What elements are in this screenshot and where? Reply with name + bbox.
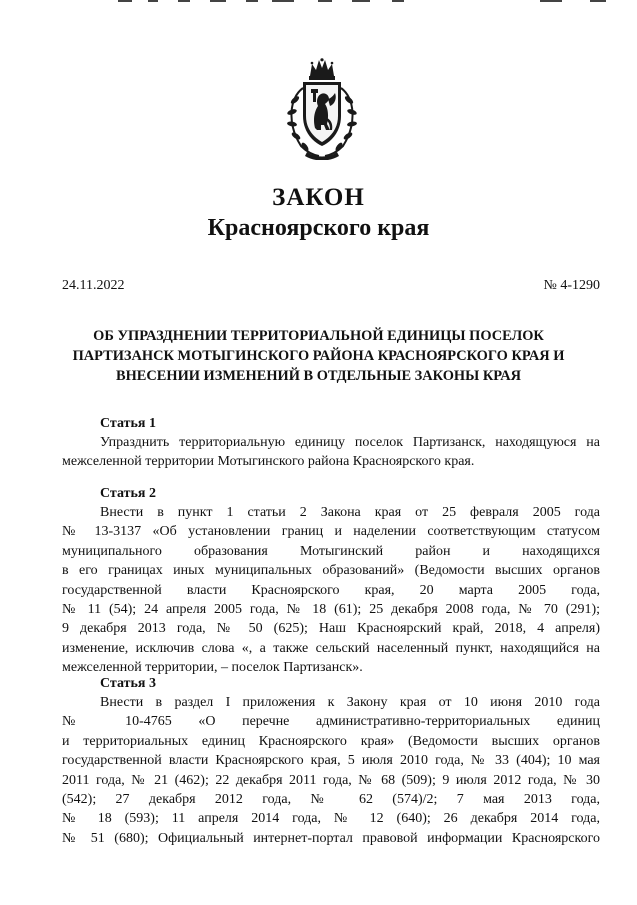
article-line: № 10-4765 «О перечне административно-территориальных единиц	[62, 714, 600, 730]
document-date: 24.11.2022	[62, 278, 125, 293]
article-title: Статья 3	[100, 676, 156, 691]
document-title: ЗАКОН	[272, 184, 365, 211]
scan-artifact-marks	[0, 0, 637, 6]
article-line: № 51 (680); Официальный интернет-портал правовой информации Красноярского	[62, 830, 600, 846]
article-line: государственной власти Красноярского края, 5 июля 2010 года, № 33 (404); 10 мая	[62, 753, 600, 769]
document-subtitle: Красноярского края	[207, 215, 430, 241]
law-heading-line: ВНЕСЕНИИ ИЗМЕНЕНИЙ В ОТДЕЛЬНЫЕ ЗАКОНЫ КРАЯ	[116, 368, 521, 384]
article-line: (542); 27 декабря 2012 года, № 62 (574)/2; 7 мая 2013 года,	[62, 792, 600, 808]
article-line: Внести в раздел I приложения к Закону края от 10 июня 2010 года	[100, 695, 600, 710]
document-number: № 4-1290	[543, 278, 600, 293]
article-line: № 13-3137 «Об установлении границ и наделении соответствующим статусом	[62, 524, 600, 540]
article-line: государственной власти Красноярского края, 20 марта 2005 года,	[62, 582, 600, 598]
article-line: межселенной территории Мотыгинского района Красноярского края.	[62, 454, 475, 470]
law-heading	[40, 326, 597, 386]
article-3	[62, 674, 600, 848]
article-line: № 18 (593); 11 апреля 2014 года, № 12 (640); 26 декабря 2014 года,	[62, 811, 600, 827]
law-heading-line: ПАРТИЗАНСК МОТЫГИНСКОГО РАЙОНА КРАСНОЯРСКОГО КРАЯ И	[72, 348, 565, 364]
article-line: муниципального образования Мотыгинский район и находящихся	[62, 543, 600, 559]
article-title: Статья 2	[100, 486, 156, 501]
article-line: 2011 года, № 21 (462); 22 декабря 2011 года, № 68 (509); 9 июля 2012 года, № 30	[62, 772, 600, 788]
article-body	[62, 433, 600, 472]
article-line: изменение, исключив слова «, а также сельский населенный пункт, находящийся на	[62, 640, 600, 656]
article-line: Упразднить территориальную единицу поселок Партизанск, находящуюся на	[100, 435, 600, 450]
law-heading-line: ОБ УПРАЗДНЕНИИ ТЕРРИТОРИАЛЬНОЙ ЕДИНИЦЫ ПОСЕЛОК	[93, 328, 544, 344]
article-2	[62, 484, 600, 678]
article-body	[62, 503, 600, 678]
article-body	[62, 693, 600, 848]
article-line: № 11 (54); 24 апреля 2005 года, № 18 (61); 25 декабря 2008 года, № 70 (291);	[62, 602, 600, 618]
article-1	[62, 414, 600, 472]
article-title: Статья 1	[100, 416, 156, 431]
article-line: и территориальных единиц Красноярского края» (Ведомости высших органов	[62, 733, 600, 749]
article-line: межселенной территории, – поселок Партизанск».	[62, 660, 363, 676]
article-line: 9 декабря 2013 года, № 50 (625); Наш Красноярский край, 2018, 4 апреля)	[62, 621, 600, 637]
coat-of-arms-emblem	[283, 58, 361, 160]
article-line: в его границах иных муниципальных образований» (Ведомости высших органов	[62, 563, 600, 579]
article-line: Внести в пункт 1 статьи 2 Закона края от 25 февраля 2005 года	[100, 505, 600, 520]
